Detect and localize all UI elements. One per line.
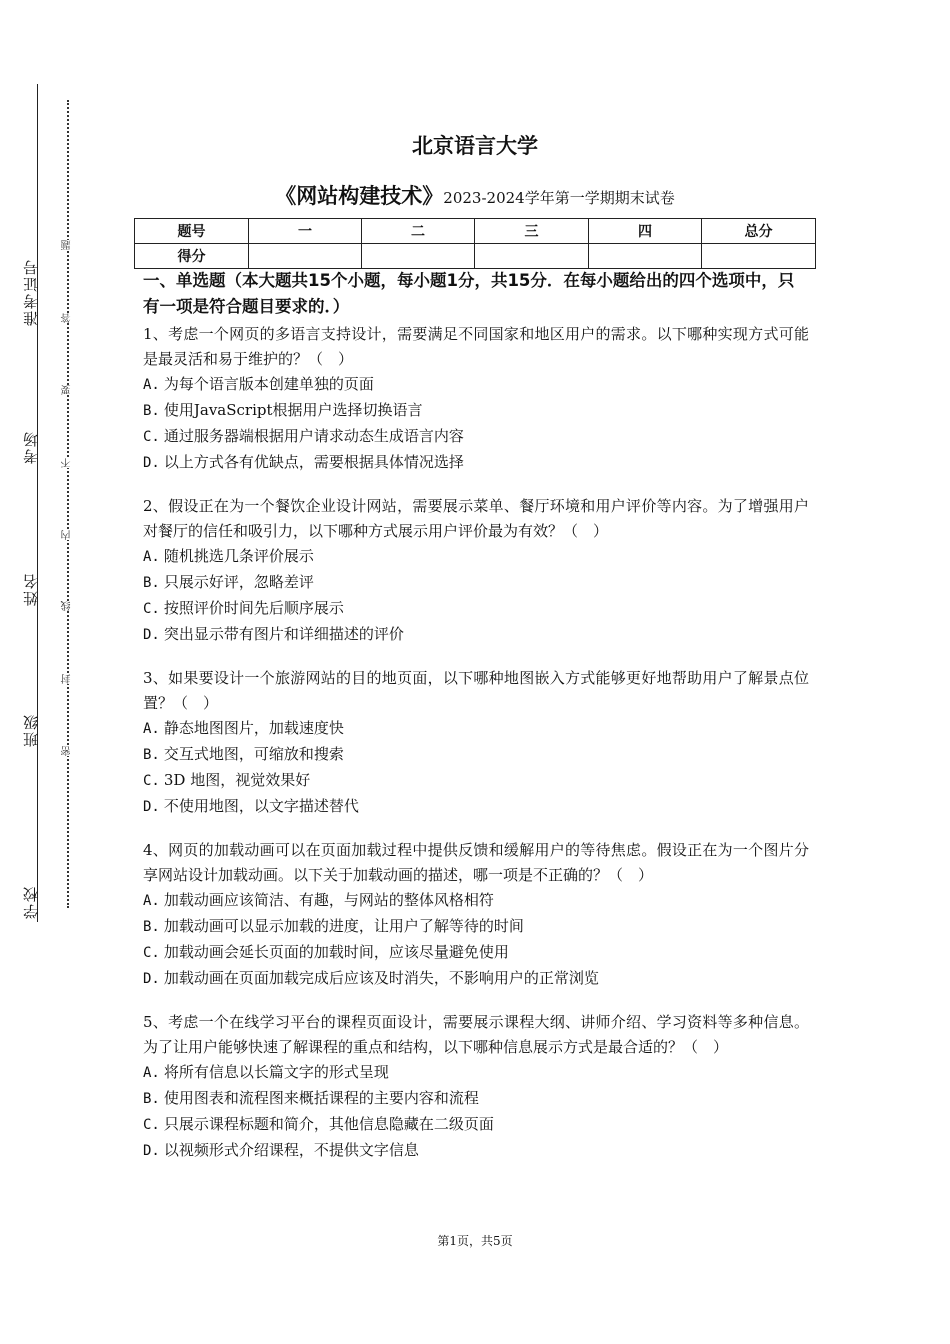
- question: [143, 1010, 809, 1164]
- score-header-cell: 一: [248, 219, 361, 244]
- score-header-cell: 二: [361, 219, 474, 244]
- seal-dotted-line: [67, 100, 69, 908]
- score-header-cell: 题号: [135, 219, 249, 244]
- question: [143, 666, 809, 820]
- question-option: C. 按照评价时间先后顺序展示: [143, 599, 344, 617]
- seal-char: 密: [60, 746, 76, 756]
- label-class: 班级: [22, 713, 40, 747]
- score-cell: [361, 244, 474, 269]
- score-cell: [474, 244, 588, 269]
- seal-char: 要: [60, 385, 76, 395]
- exam-content: [143, 268, 809, 1182]
- question-option: C. 只展示课程标题和简介，其他信息隐藏在二级页面: [143, 1115, 494, 1133]
- question-option: B. 只展示好评，忽略差评: [143, 573, 314, 591]
- question-option: C. 3D 地图，视觉效果好: [143, 771, 311, 789]
- question: [143, 494, 809, 648]
- question-option: B. 交互式地图，可缩放和搜索: [143, 745, 344, 763]
- label-school: 学校: [22, 885, 40, 919]
- seal-char: 答: [60, 313, 76, 323]
- question-stem: 2、假设正在为一个餐饮企业设计网站，需要展示菜单、餐厅环境和用户评价等内容。为了增强用户对餐厅的信任和吸引力，以下哪种方式展示用户评价最为有效？（ ）: [143, 497, 809, 540]
- score-table: [134, 218, 816, 269]
- question-option: C. 加载动画会延长页面的加载时间，应该尽量避免使用: [143, 943, 509, 961]
- course-title: 《网站构建技术》: [275, 184, 444, 208]
- page-footer: 第1页，共5页: [437, 1234, 513, 1248]
- score-table-header-row: [135, 219, 816, 244]
- score-cell: [248, 244, 361, 269]
- section-title: 一、单选题（本大题共15个小题，每小题1分，共15分．在每小题给出的四个选项中，只有一项是符合题目要求的．）: [143, 271, 795, 316]
- question-option: D. 不使用地图，以文字描述替代: [143, 797, 359, 815]
- university-name: 北京语言大学: [412, 134, 538, 158]
- score-row-label: 得分: [135, 244, 249, 269]
- score-header-cell: 三: [474, 219, 588, 244]
- term-info: 2023-2024学年第一学期期末试卷: [443, 189, 675, 207]
- question-option: A. 静态地图图片，加载速度快: [143, 719, 344, 737]
- seal-char: 内: [60, 530, 76, 540]
- question: [143, 838, 809, 992]
- score-cell: [701, 244, 815, 269]
- question-option: D. 以上方式各有优缺点，需要根据具体情况选择: [143, 453, 464, 471]
- exam-title: [0, 180, 950, 210]
- seal-char: 题: [60, 240, 76, 250]
- question-option: A. 加载动画应该简洁、有趣，与网站的整体风格相符: [143, 891, 494, 909]
- question-option: D. 以视频形式介绍课程，不提供文字信息: [143, 1141, 419, 1159]
- question-option: A. 为每个语言版本创建单独的页面: [143, 375, 374, 393]
- score-header-cell: 总分: [701, 219, 815, 244]
- label-exam-room: 考场: [22, 430, 40, 464]
- label-name: 姓名: [22, 572, 40, 606]
- question-stem: 4、网页的加载动画可以在页面加载过程中提供反馈和缓解用户的等待焦虑。假设正在为一个图片分享网站设计加载动画。以下关于加载动画的描述，哪一项是不正确的？（ ）: [143, 841, 809, 884]
- question-stem: 1、考虑一个网页的多语言支持设计，需要满足不同国家和地区用户的需求。以下哪种实现方式可能是最灵活和易于维护的？（ ）: [143, 325, 809, 368]
- question: [143, 322, 809, 476]
- question-option: B. 使用JavaScript根据用户选择切换语言: [143, 401, 423, 419]
- question-option: C. 通过服务器端根据用户请求动态生成语言内容: [143, 427, 464, 445]
- score-cell: [588, 244, 701, 269]
- question-option: B. 使用图表和流程图来概括课程的主要内容和流程: [143, 1089, 479, 1107]
- question-stem: 3、如果要设计一个旅游网站的目的地页面，以下哪种地图嵌入方式能够更好地帮助用户了解景点位置？（ ）: [143, 669, 809, 712]
- score-header-cell: 四: [588, 219, 701, 244]
- seal-char: 线: [60, 601, 76, 611]
- question-option: D. 加载动画在页面加载完成后应该及时消失，不影响用户的正常浏览: [143, 969, 599, 987]
- question-option: A. 随机挑选几条评价展示: [143, 547, 314, 565]
- seal-char: 封: [60, 674, 76, 684]
- question-stem: 5、考虑一个在线学习平台的课程页面设计，需要展示课程大纲、讲师介绍、学习资料等多种信息。为了让用户能够快速了解课程的重点和结构，以下哪种信息展示方式是最合适的？（ ）: [143, 1013, 809, 1056]
- label-exam-number: 准考证号: [22, 258, 40, 326]
- seal-char: 不: [60, 458, 76, 468]
- score-table-score-row: [135, 244, 816, 269]
- question-option: B. 加载动画可以显示加载的进度，让用户了解等待的时间: [143, 917, 524, 935]
- question-option: D. 突出显示带有图片和详细描述的评价: [143, 625, 404, 643]
- question-option: A. 将所有信息以长篇文字的形式呈现: [143, 1063, 389, 1081]
